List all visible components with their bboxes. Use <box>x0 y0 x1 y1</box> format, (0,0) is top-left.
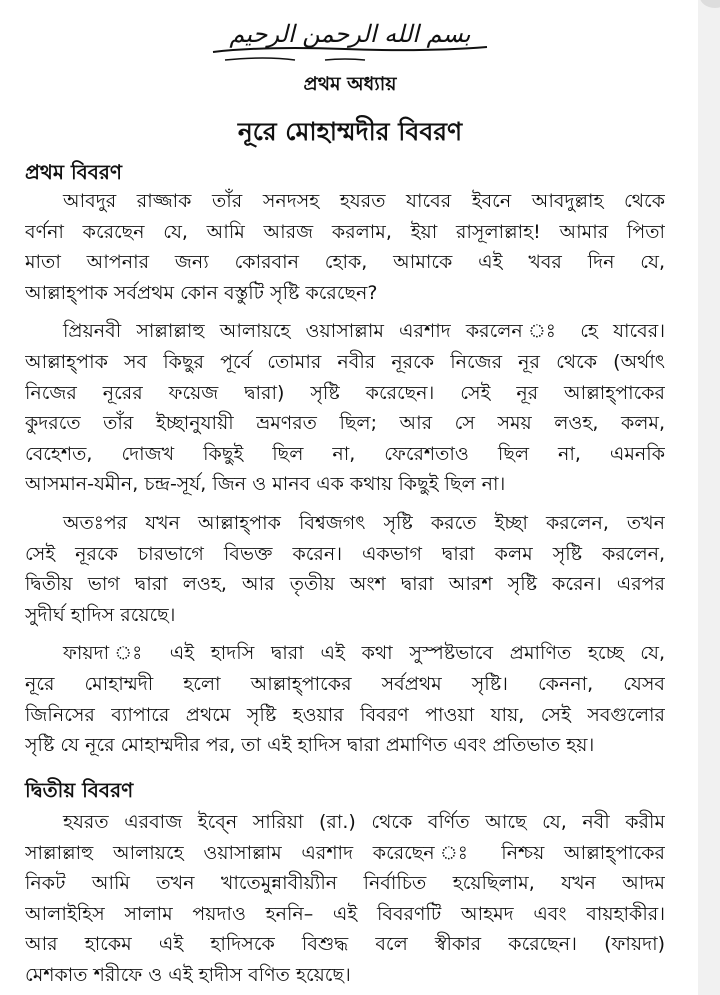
section-heading-2: দ্বিতীয় বিবরণ <box>25 778 134 802</box>
text-line: মেশকাত শরীফে ও এই হাদীস বণিত হয়েছে। <box>25 963 351 986</box>
paragraph <box>25 638 665 760</box>
text-line: দ্বিতীয় ভাগ দ্বারা লওহ, আর তৃতীয় অংশ দ্বারা আরশ সৃষ্টি করেন। এরপর <box>25 573 665 596</box>
text-line: ফায়দা ঃ এই হাদসি দ্বারা এই কথা সুস্পষ্টভাবে প্রমাণিত হচ্ছে যে, <box>63 642 665 665</box>
text-line: নিকট আমি তখন খাতেমুন্নাবীয়্যীন নির্বাচিত হয়েছিলাম, যখন আদম <box>25 872 665 895</box>
chapter-label: প্রথম অধ্যায় <box>303 73 397 95</box>
text-line: নূরে মোহাম্মদী হলো আল্লাহ্পাকের সর্বপ্রথম সৃষ্টি। কেননা, যেসব <box>25 672 665 695</box>
section-2-body <box>25 807 665 991</box>
bismillah-text: بسم الله الرحمن الرحيم <box>229 20 471 48</box>
text-line: আবদুর রাজ্জাক তাঁর সনদসহ হযরত যাবের ইবনে আবদুল্লাহ থেকে <box>63 190 665 212</box>
text-line: মাতা আপনার জন্য কোরবান হোক, আমাকে এই খবর দিন যে, <box>25 251 665 274</box>
page-title: নূরে মোহাম্মদীর বিবরণ <box>237 117 463 146</box>
text-line: সেই নূরকে চারভাগে বিভক্ত করেন। একভাগ দ্বারা কলম সৃষ্টি করলেন, <box>25 542 665 565</box>
section-1-body <box>25 186 665 761</box>
bismillah-calligraphy <box>205 14 495 64</box>
text-line: বর্ণনা করেছেন যে, আমি আরজ করলাম, ইয়া রাসূলাল্লাহ! আমার পিতা <box>25 220 665 243</box>
text-line: আল্লাহ্পাক সব কিছুর পূর্বে তোমার নবীর নূরকে নিজের নূর থেকে (অর্থাৎ <box>25 350 665 373</box>
text-line: আসমান-যমীন, চন্দ্র-সূর্য, জিন ও মানব এক কথায় কিছুই ছিল না। <box>25 473 506 496</box>
text-line: অতঃপর যখন আল্লাহ্পাক বিশ্বজগৎ সৃষ্টি করতে ইচ্ছা করলেন, তখন <box>63 511 665 534</box>
text-line: সুদীর্ঘ হাদিস রয়েছে। <box>25 603 176 626</box>
paragraph <box>25 807 665 991</box>
text-line: বেহেশত, দোজখ কিছুই ছিল না, ফেরেশতাও ছিল না, এমনকি <box>25 442 665 465</box>
paragraph <box>25 186 665 308</box>
text-line: আর হাকেম এই হাদিসকে বিশুদ্ধ বলে স্বীকার করেছেন। (ফায়দা) <box>25 933 665 956</box>
text-line: প্রিয়নবী সাল্লাল্লাহু আলায়হে ওয়াসাল্লাম এরশাদ করলেন ঃ হে যাবের। <box>63 320 665 343</box>
text-line: হযরত এরবাজ ইব্নে সারিয়া (রা.) থেকে বর্ণিত আছে যে, নবী করীম <box>63 811 665 833</box>
text-line: আল্লাহ্পাক সর্বপ্রথম কোন বস্তুটি সৃষ্টি করেছেন? <box>25 281 378 304</box>
page-edge <box>698 0 720 995</box>
text-line: আলাইহিস সালাম পয়দাও হননি– এই বিবরণটি আহমদ এবং বায়হাকীর। <box>25 902 665 925</box>
bismillah-underline <box>205 44 495 64</box>
text-line: সৃষ্টি যে নূরে মোহাম্মদীর পর, তা এই হাদিস দ্বারা প্রমাণিত এবং প্রতিভাত হয়। <box>25 734 595 757</box>
text-line: জিনিসের ব্যাপারে প্রথমে সৃষ্টি হওয়ার বিবরণ পাওয়া যায়, সেই সবগুলোর <box>25 703 665 726</box>
section-heading-1: প্রথম বিবরণ <box>25 160 123 184</box>
text-line: সাল্লাল্লাহু আলায়হে ওয়াসাল্লাম এরশাদ করেছেন ঃ নিশ্চয় আল্লাহ্পাকের <box>25 841 665 864</box>
paragraph <box>25 316 665 500</box>
text-line: কুদরতে তাঁর ইচ্ছানুযায়ী ভ্রমণরত ছিল; আর সে সময় লওহ, কলম, <box>25 412 665 435</box>
text-line: নিজের নূরের ফয়েজ দ্বারা) সৃষ্টি করেছেন। সেই নূর আল্লাহ্পাকের <box>25 381 665 404</box>
paragraph <box>25 508 665 630</box>
